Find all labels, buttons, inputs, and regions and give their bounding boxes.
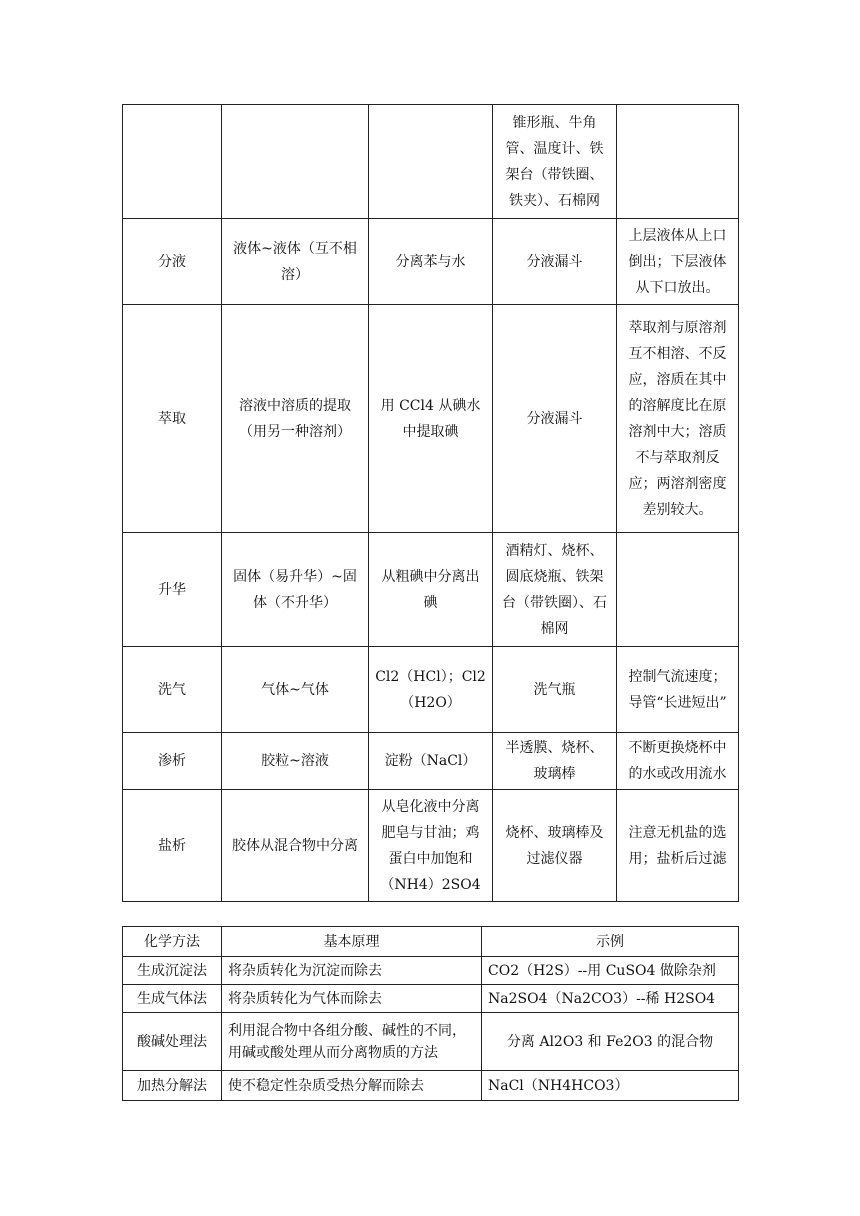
example-cell	[369, 305, 493, 533]
example-cell: 淀粉（NaCl）	[369, 733, 493, 790]
object-cell: 固体（易升华）~固体（不升华）	[222, 533, 369, 647]
object-cell: 溶液中溶质的提取（用另一种溶剂）	[222, 305, 369, 533]
example-cell: 从粗碘中分离出碘	[369, 533, 493, 647]
object-cell: 液体~液体（互不相溶）	[222, 219, 369, 305]
notes-cell: 萃取剂与原溶剂互不相溶、不反应，溶质在其中的溶解度比在原溶剂中大；溶质不与萃取剂反应；两溶剂密度差别较大。	[617, 305, 739, 533]
example-cell: Na2SO4（Na2CO3）--稀 H2SO4	[482, 985, 739, 1013]
header-principle: 基本原理	[222, 927, 482, 957]
table-row	[123, 105, 739, 219]
equipment-cell: 酒精灯、烧杯、圆底烧瓶、铁架台（带铁圈）、石棉网	[493, 533, 617, 647]
equipment-cell: 分液漏斗	[493, 305, 617, 533]
header-method: 化学方法	[123, 927, 222, 957]
method-cell: 生成气体法	[123, 985, 222, 1013]
example-cell: 从皂化液中分离肥皂与甘油；鸡蛋白中加饱和（NH4）2SO4	[369, 790, 493, 902]
method-cell: 萃取	[123, 305, 222, 533]
principle-cell: 使不稳定性杂质受热分解而除去	[222, 1071, 482, 1101]
notes-cell	[617, 533, 739, 647]
table-row	[123, 647, 739, 733]
object-cell: 胶粒~溶液	[222, 733, 369, 790]
ccl4-example: 用 CCl4 从碘水中提取碘	[380, 397, 481, 440]
principle-cell: 利用混合物中各组分酸、碱性的不同，用碱或酸处理从而分离物质的方法	[222, 1013, 482, 1071]
table-row	[123, 733, 739, 790]
method-cell: 加热分解法	[123, 1071, 222, 1101]
notes-cell: 注意无机盐的选用；盐析后过滤	[617, 790, 739, 902]
separation-methods-table	[122, 104, 739, 902]
table-row	[123, 219, 739, 305]
notes-cell: 不断更换烧杯中的水或改用流水	[617, 733, 739, 790]
notes-cell: 上层液体从上口倒出；下层液体从下口放出。	[617, 219, 739, 305]
notes-cell	[617, 105, 739, 219]
example-cell: 分离苯与水	[369, 219, 493, 305]
principle-cell: 将杂质转化为沉淀而除去	[222, 957, 482, 985]
table-row	[123, 1071, 739, 1101]
equipment-cell: 分液漏斗	[493, 219, 617, 305]
equipment-cell: 烧杯、玻璃棒及过滤仪器	[493, 790, 617, 902]
method-cell: 渗析	[123, 733, 222, 790]
notes-cell: 控制气流速度；导管“长进短出”	[617, 647, 739, 733]
example-cell: 分离 Al2O3 和 Fe2O3 的混合物	[482, 1013, 739, 1071]
object-cell	[222, 105, 369, 219]
method-cell: 升华	[123, 533, 222, 647]
method-cell	[123, 105, 222, 219]
example-cell	[369, 105, 493, 219]
table-row	[123, 957, 739, 985]
example-cell: Cl2（HCl）；Cl2（H2O）	[369, 647, 493, 733]
header-example: 示例	[482, 927, 739, 957]
chemical-methods-table	[122, 926, 739, 1101]
example-cell: NaCl（NH4HCO3）	[482, 1071, 739, 1101]
method-cell: 盐析	[123, 790, 222, 902]
table-row	[123, 985, 739, 1013]
method-cell: 分液	[123, 219, 222, 305]
method-cell: 生成沉淀法	[123, 957, 222, 985]
equipment-cell: 洗气瓶	[493, 647, 617, 733]
table-row	[123, 533, 739, 647]
method-cell: 洗气	[123, 647, 222, 733]
object-cell: 气体~气体	[222, 647, 369, 733]
table-row	[123, 305, 739, 533]
table-header-row	[123, 927, 739, 957]
equipment-cell: 锥形瓶、牛角管、温度计、铁架台（带铁圈、铁夹）、石棉网	[493, 105, 617, 219]
table-row	[123, 790, 739, 902]
equipment-cell: 半透膜、烧杯、玻璃棒	[493, 733, 617, 790]
method-cell: 酸碱处理法	[123, 1013, 222, 1071]
example-cell: CO2（H2S）--用 CuSO4 做除杂剂	[482, 957, 739, 985]
table-row	[123, 1013, 739, 1071]
object-cell: 胶体从混合物中分离	[222, 790, 369, 902]
principle-cell: 将杂质转化为气体而除去	[222, 985, 482, 1013]
